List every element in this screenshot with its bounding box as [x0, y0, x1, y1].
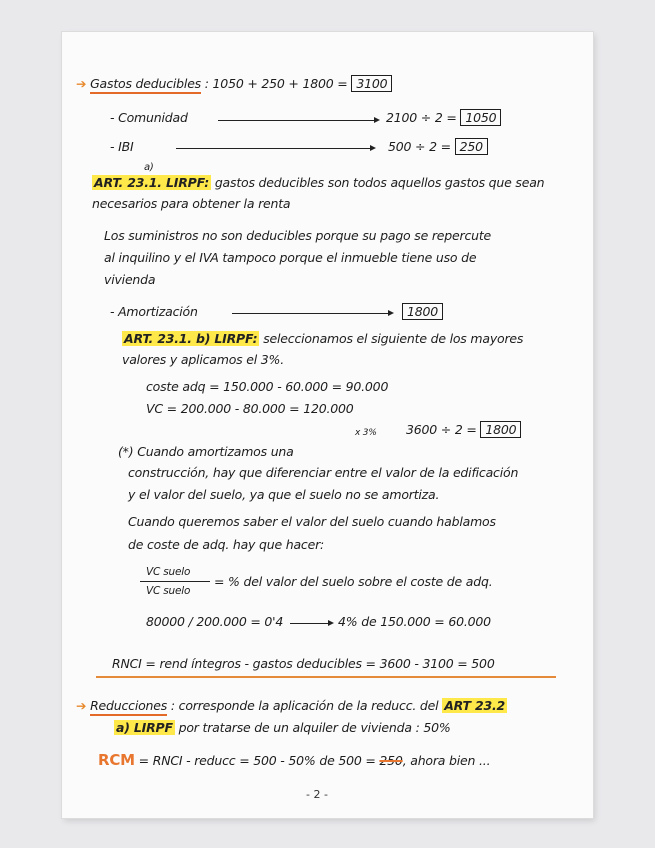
alquiler-line	[114, 720, 451, 735]
inquilino-line: al inquilino y el IVA tampoco porque el inmueble tiene uso de	[104, 250, 477, 265]
gastos-total-box: 3100	[351, 75, 392, 92]
rcm-line	[98, 751, 490, 769]
comunidad-arrow-icon	[218, 120, 378, 121]
amortizacion-line	[110, 304, 198, 319]
page-number: - 2 -	[306, 788, 328, 801]
rnci-underline	[96, 676, 556, 678]
comunidad-label: - Comunidad	[110, 110, 188, 125]
ibi-value-line	[388, 139, 488, 154]
a-lirpf-highlight: a) LIRPF	[116, 720, 173, 735]
amortizacion-calc-box: 1800	[480, 421, 521, 438]
valores-line: valores y aplicamos el 3%.	[122, 352, 284, 367]
rcm-struck-value: 250	[379, 753, 403, 768]
coste-adq-line: coste adq = 150.000 - 60.000 = 90.000	[146, 379, 389, 394]
ratio-arrow-icon	[290, 623, 332, 624]
rnci-line: RNCI = rend íntegros - gastos deducibles = 3600 - 3100 = 500	[112, 656, 495, 671]
cuando-amortizamos-text: Cuando amortizamos una	[137, 444, 294, 459]
fraction-text: = % del valor del suelo sobre el coste de adq.	[214, 574, 493, 589]
ratio-result: 4% de 150.000 = 60.000	[338, 614, 491, 629]
rcm-text: = RNCI - reducc = 500 - 50% de 500 =	[134, 753, 380, 768]
mult-3-percent: x 3%	[355, 428, 377, 438]
ratio-calc-line: 80000 / 200.000 = 0'4	[146, 614, 284, 629]
art-23-1-b-highlight: ART. 23.1. b) LIRPF:	[124, 331, 258, 346]
vc-line: VC = 200.000 - 80.000 = 120.000	[146, 401, 354, 416]
art-23-1-a-highlight: ART. 23.1. LIRPF:	[94, 175, 210, 190]
suministros-line: Los suministros no son deducibles porque su pago se repercute	[104, 228, 492, 243]
comunidad-box: 1050	[460, 109, 501, 126]
cuando-amortizamos-line	[118, 444, 294, 459]
construccion-line: construcción, hay que diferenciar entre el valor de la edificación	[128, 465, 519, 480]
amortizacion-calc-line	[406, 422, 521, 437]
amortizacion-box: 1800	[402, 303, 443, 320]
art-23-1-b-text: seleccionamos el siguiente de los mayores	[259, 331, 524, 346]
coste-adq-hacer-line: de coste de adq. hay que hacer:	[128, 537, 325, 552]
art-23-2-highlight: ART 23.2	[444, 698, 506, 713]
fraction-bar	[140, 581, 210, 582]
ibi-label: - IBI	[110, 139, 134, 154]
gastos-deducibles-line	[76, 76, 392, 91]
fraction-numerator: VC suelo	[146, 566, 191, 578]
amortizacion-box-line	[402, 304, 443, 319]
amortizacion-label: - Amortización	[110, 304, 198, 319]
reducciones-text: : corresponde la aplicación de la reducc. del	[167, 698, 443, 713]
fraction-denominator: VC suelo	[146, 585, 191, 597]
cuando-queremos-line: Cuando queremos saber el valor del suelo cuando hablamos	[128, 514, 496, 529]
comunidad-value: 2100 ÷ 2 =	[386, 110, 461, 125]
art-23-1-a-text: gastos deducibles son todos aquellos gastos que sean	[211, 175, 545, 190]
amortizacion-arrow-icon	[232, 313, 392, 314]
art-23-1-a-sup: a)	[144, 162, 154, 173]
bullet-arrow-icon: ➔	[76, 76, 87, 91]
comunidad-value-line	[386, 110, 501, 125]
ibi-arrow-icon	[176, 148, 374, 149]
comunidad-line	[110, 110, 188, 125]
ibi-value: 500 ÷ 2 =	[388, 139, 455, 154]
amortizacion-calc: 3600 ÷ 2 =	[406, 422, 481, 437]
reducciones-arrow-icon: ➔	[76, 698, 87, 713]
ibi-box: 250	[455, 138, 488, 155]
alquiler-text: por tratarse de un alquiler de vivienda : 50%	[174, 720, 451, 735]
rcm-label: RCM	[98, 751, 135, 769]
reducciones-line	[76, 698, 507, 713]
star-note-icon: (*)	[118, 444, 134, 459]
necesarios-line: necesarios para obtener la renta	[92, 196, 291, 211]
rcm-tail: , ahora bien ...	[402, 753, 491, 768]
valor-suelo-line: y el valor del suelo, ya que el suelo no se amortiza.	[128, 487, 440, 502]
gastos-sum: : 1050 + 250 + 1800 =	[201, 76, 352, 91]
art-23-1-b-line	[122, 331, 523, 346]
vivienda-line: vivienda	[104, 272, 156, 287]
reducciones-label: Reducciones	[90, 698, 167, 716]
art-23-1-a-line	[92, 175, 544, 190]
ibi-line	[110, 139, 133, 154]
gastos-deducibles-label: Gastos deducibles	[90, 76, 201, 94]
